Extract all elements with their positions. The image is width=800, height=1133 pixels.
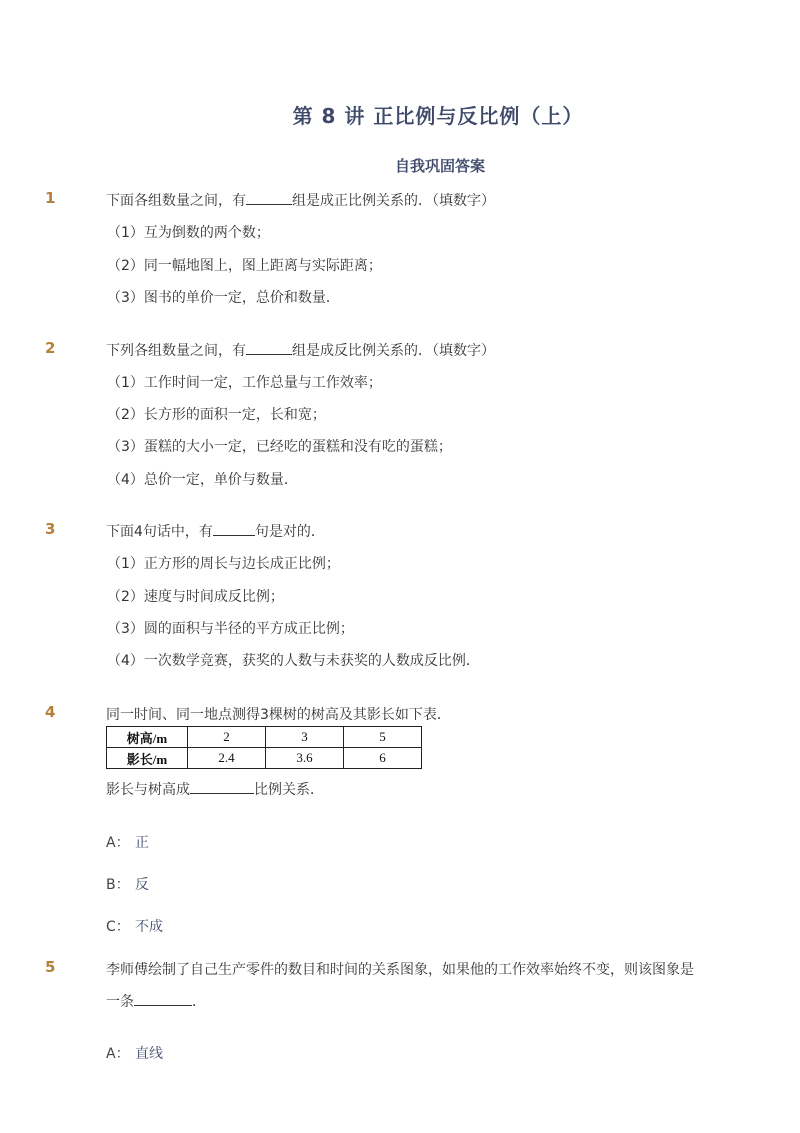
option-c[interactable]: 不成 <box>135 919 163 935</box>
question-number: 2 <box>45 339 56 357</box>
question-number: 3 <box>45 520 56 538</box>
stem-text: 下列各组数量之间，有 <box>106 343 246 359</box>
table-cell: 3.6 <box>266 748 344 769</box>
stem-text: ． <box>192 994 206 1010</box>
stem-text: 组是成反比例关系的．（填数字） <box>292 343 495 359</box>
option-a[interactable]: 直线 <box>135 1046 163 1062</box>
stem-text: 下面4句话中，有 <box>106 524 213 540</box>
option-key-b: B： <box>106 877 130 893</box>
table-cell: 2 <box>188 727 266 748</box>
question-stem: 李师傅绘制了自己生产零件的数目和时间的关系图象，如果他的工作效率始终不变，则该图象是 <box>106 962 694 978</box>
answer-blank <box>213 521 255 536</box>
question-item: （1）正方形的周长与边长成正比例； <box>107 556 340 572</box>
question-item: （1）互为倒数的两个数； <box>107 225 270 241</box>
answer-blank <box>246 340 292 355</box>
question-item: （3）图书的单价一定，总价和数量． <box>107 290 340 306</box>
stem-text: 句是对的． <box>254 524 325 540</box>
question-number: 5 <box>45 958 56 976</box>
stem-text: 组是成正比例关系的．（填数字） <box>292 193 495 209</box>
answer-blank <box>190 779 254 794</box>
question-item: （4）一次数学竞赛，获奖的人数与未获奖的人数成反比例． <box>107 653 480 669</box>
option-key-c: C： <box>106 919 130 935</box>
option-key-a: A： <box>106 835 130 851</box>
question-item: （2）速度与时间成反比例； <box>107 589 284 605</box>
question-stem <box>106 340 495 360</box>
question-tail <box>106 779 324 799</box>
stem-text: 影长与树高成 <box>106 782 190 798</box>
answer-blank <box>134 991 192 1006</box>
question-stem-line2 <box>106 991 206 1011</box>
question-number: 1 <box>45 189 56 207</box>
table-cell: 6 <box>344 748 422 769</box>
question-stem: 同一时间、同一地点测得3棵树的树高及其影长如下表． <box>106 707 451 723</box>
row-header: 树高/m <box>107 727 188 748</box>
stem-text: 比例关系． <box>254 782 324 798</box>
question-stem <box>106 521 325 541</box>
option-b[interactable]: 反 <box>135 877 149 893</box>
question-stem <box>106 190 495 210</box>
tree-height-table <box>106 726 422 769</box>
table-row <box>107 727 422 748</box>
option-a[interactable]: 正 <box>135 835 149 851</box>
stem-text: 一条 <box>106 994 134 1010</box>
table-row <box>107 748 422 769</box>
table-cell: 3 <box>266 727 344 748</box>
question-item: （3）蛋糕的大小一定，已经吃的蛋糕和没有吃的蛋糕； <box>107 439 452 455</box>
row-header: 影长/m <box>107 748 188 769</box>
question-item: （4）总价一定，单价与数量． <box>107 472 298 488</box>
answer-blank <box>246 190 292 205</box>
question-item: （1）工作时间一定，工作总量与工作效率； <box>107 375 382 391</box>
table-cell: 5 <box>344 727 422 748</box>
question-item: （2）长方形的面积一定，长和宽； <box>107 407 326 423</box>
question-number: 4 <box>45 703 56 721</box>
question-item: （2）同一幅地图上，图上距离与实际距离； <box>107 258 382 274</box>
question-item: （3）圆的面积与半径的平方成正比例； <box>107 621 354 637</box>
section-subtitle: 自我巩固答案 <box>394 157 485 175</box>
stem-text: 下面各组数量之间，有 <box>106 193 246 209</box>
table-cell: 2.4 <box>188 748 266 769</box>
option-key-a: A： <box>106 1046 130 1062</box>
page-title: 第 8 讲 正比例与反比例（上） <box>292 104 584 128</box>
